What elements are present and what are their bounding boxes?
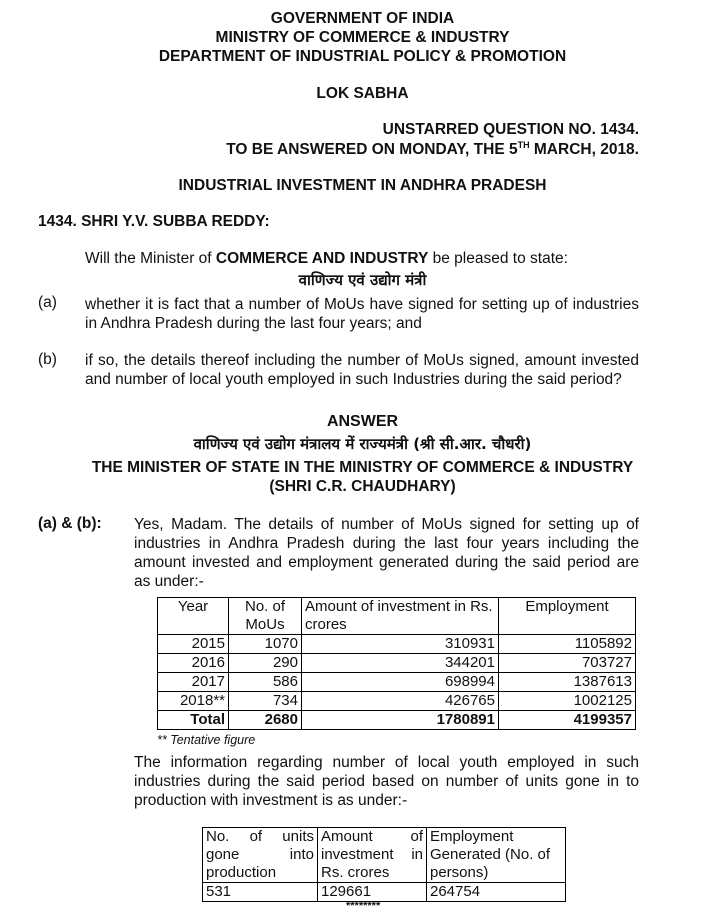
header-units: No. of units gone into production — [203, 828, 318, 883]
header-government: GOVERNMENT OF INDIA — [270, 10, 455, 27]
cell-investment: 344201 — [302, 654, 499, 673]
cell-units: 531 — [203, 883, 318, 902]
cell-investment: 310931 — [302, 635, 499, 654]
answer-paragraph-2: The information regarding number of local youth employed in such industries during the said period based on number of units gone in to production with investment is as under:- — [134, 754, 639, 809]
item-b-label: (b) — [38, 351, 57, 368]
cell-mous: 734 — [229, 692, 302, 711]
item-b-text: if so, the details thereof including the number of MoUs signed, amount invested and number of local youth employed in such Industries during the said period? — [85, 352, 639, 388]
house-name: LOK SABHA — [316, 85, 409, 102]
answer-paragraph-1: Yes, Madam. The details of number of MoUs signed for setting up of industries in Andhra Pradesh during the last four years including the amount invested and employment generated during the said period are as under:- — [134, 516, 639, 590]
header-investment: Amount of investment in Rs. crores — [318, 828, 427, 883]
minister-hindi: वाणिज्य एवं उद्योग मंत्री — [298, 271, 427, 289]
cell-mous: 290 — [229, 654, 302, 673]
question-asker: 1434. SHRI Y.V. SUBBA REDDY: — [38, 213, 270, 230]
header-ministry: MINISTRY OF COMMERCE & INDUSTRY — [215, 29, 510, 46]
subject-title: INDUSTRIAL INVESTMENT IN ANDHRA PRADESH — [178, 177, 547, 194]
table-total-row — [158, 711, 636, 730]
header-year: Year — [158, 598, 229, 635]
cell-year: 2015 — [158, 635, 229, 654]
cell-investment: 426765 — [302, 692, 499, 711]
cell-total-employment: 4199357 — [499, 711, 636, 730]
cell-employment: 1387613 — [499, 673, 636, 692]
header-employment: Employment Generated (No. of persons) — [427, 828, 566, 883]
answer-minister-name: (SHRI C.R. CHAUDHARY) — [269, 478, 456, 495]
item-a-text: whether it is fact that a number of MoUs have signed for setting up of industries in Andhra Pradesh during the last four years; and — [85, 296, 639, 332]
header-mous: No. of MoUs — [229, 598, 302, 635]
table-row — [203, 883, 566, 902]
footnote: ** Tentative figure — [157, 733, 256, 747]
table-row — [158, 654, 636, 673]
end-mark: ******** — [346, 900, 381, 912]
cell-total-investment: 1780891 — [302, 711, 499, 730]
answer-date: TO BE ANSWERED ON MONDAY, THE 5TH MARCH, 2018. — [226, 140, 639, 159]
cell-employment: 1105892 — [499, 635, 636, 654]
question-number: UNSTARRED QUESTION NO. 1434. — [382, 121, 639, 138]
cell-employment: 264754 — [427, 883, 566, 902]
cell-year: 2016 — [158, 654, 229, 673]
answer-minister-english: THE MINISTER OF STATE IN THE MINISTRY OF COMMERCE & INDUSTRY — [91, 459, 634, 476]
cell-year: 2018** — [158, 692, 229, 711]
header-investment: Amount of investment in Rs. crores — [302, 598, 499, 635]
production-table — [202, 827, 566, 902]
cell-total-mous: 2680 — [229, 711, 302, 730]
item-a-label: (a) — [38, 294, 57, 311]
cell-total-label: Total — [158, 711, 229, 730]
mou-table — [157, 597, 636, 730]
cell-investment: 698994 — [302, 673, 499, 692]
cell-employment: 703727 — [499, 654, 636, 673]
answer-minister-hindi: वाणिज्य एवं उद्योग मंत्रालय में राज्यमंत्री (श्री सी.आर. चौधरी) — [193, 435, 532, 453]
question-intro: Will the Minister of COMMERCE AND INDUSTRY be pleased to state: — [85, 250, 568, 267]
answer-label: (a) & (b): — [38, 515, 102, 532]
cell-employment: 1002125 — [499, 692, 636, 711]
header-employment: Employment — [499, 598, 636, 635]
cell-mous: 1070 — [229, 635, 302, 654]
answer-title: ANSWER — [326, 413, 399, 430]
header-department: DEPARTMENT OF INDUSTRIAL POLICY & PROMOTION — [158, 48, 567, 65]
cell-investment: 129661 — [318, 883, 427, 902]
table-row — [158, 673, 636, 692]
table-row — [158, 635, 636, 654]
cell-mous: 586 — [229, 673, 302, 692]
cell-year: 2017 — [158, 673, 229, 692]
table-row — [158, 692, 636, 711]
